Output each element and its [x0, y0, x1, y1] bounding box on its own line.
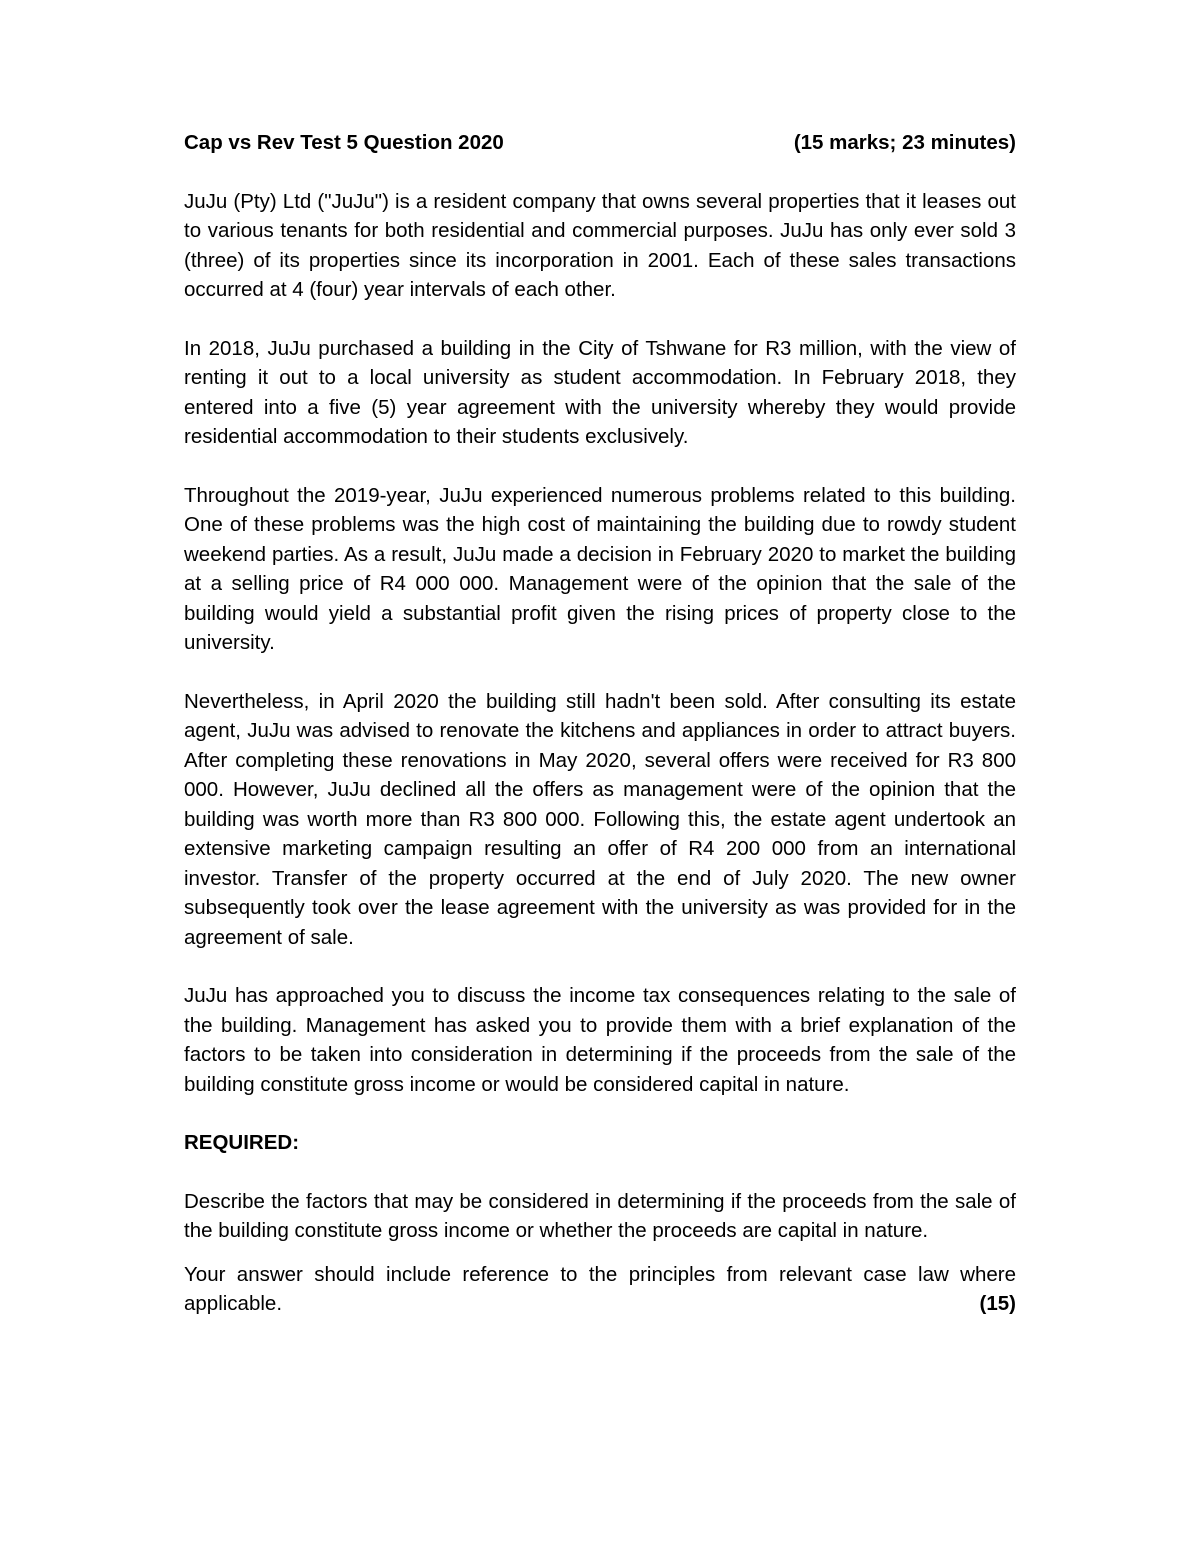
required-marks-row — [184, 1289, 1016, 1319]
required-instruction: Describe the factors that may be considered in determining if the proceeds from the sale of the building constitute gross income or whether the proceeds are capital in nature. — [184, 1189, 1016, 1242]
question-title: Cap vs Rev Test 5 Question 2020 — [184, 131, 504, 154]
paragraph-building-purchase: In 2018, JuJu purchased a building in the City of Tshwane for R3 million, with the view of renting it out to a local university as student accommodation. In February 2018, they entered into a five (5) year agreement with the university whereby they would provide residential accommodation to their students exclusively. — [184, 336, 1016, 448]
paragraph-client-request: JuJu has approached you to discuss the income tax consequences relating to the sale of the building. Management has asked you to provide them with a brief explanation of the factors to be taken into consideration in determining if the proceeds from the sale of the building constitute gross income or would be considered capital in nature. — [184, 984, 1016, 1096]
document-page — [184, 128, 1016, 1319]
paragraph-company-background: JuJu (Pty) Ltd ("JuJu") is a resident company that owns several properties that it leases out to various tenants for both residential and commercial purposes. JuJu has only ever sold 3 (three) of its properties since its incorporation in 2001. Each of these sales transactions occurred at 4 (four) year intervals of each other. — [184, 189, 1016, 301]
question-header — [184, 128, 1016, 158]
paragraph-sale-process: Nevertheless, in April 2020 the building still hadn't been sold. After consulting its estate agent, JuJu was advised to renovate the kitchens and appliances in order to attract buyers. After completing these renovations in May 2020, several offers were received for R3 800 000. However, JuJu declined all the offers as management were of the opinion that the building was worth more than R3 800 000. Following this, the estate agent undertook an extensive marketing campaign resulting an offer of R4 200 000 from an international investor. Transfer of the property occurred at the end of July 2020. The new owner subsequently took over the lease agreement with the university as was provided for in the agreement of sale. — [184, 689, 1016, 949]
question-marks-time: (15 marks; 23 minutes) — [793, 131, 1016, 154]
required-note: Your answer should include reference to the principles from relevant case law where applicable. — [184, 1262, 1016, 1315]
required-marks: (15) — [979, 1292, 1016, 1315]
paragraph-building-problems: Throughout the 2019-year, JuJu experienced numerous problems related to this building. One of these problems was the high cost of maintaining the building due to rowdy student weekend parties. As a result, JuJu made a decision in February 2020 to market the building at a selling price of R4 000 000. Management were of the opinion that the sale of the building would yield a substantial profit given the rising prices of property close to the university. — [184, 483, 1016, 654]
required-heading: REQUIRED: — [184, 1131, 300, 1154]
